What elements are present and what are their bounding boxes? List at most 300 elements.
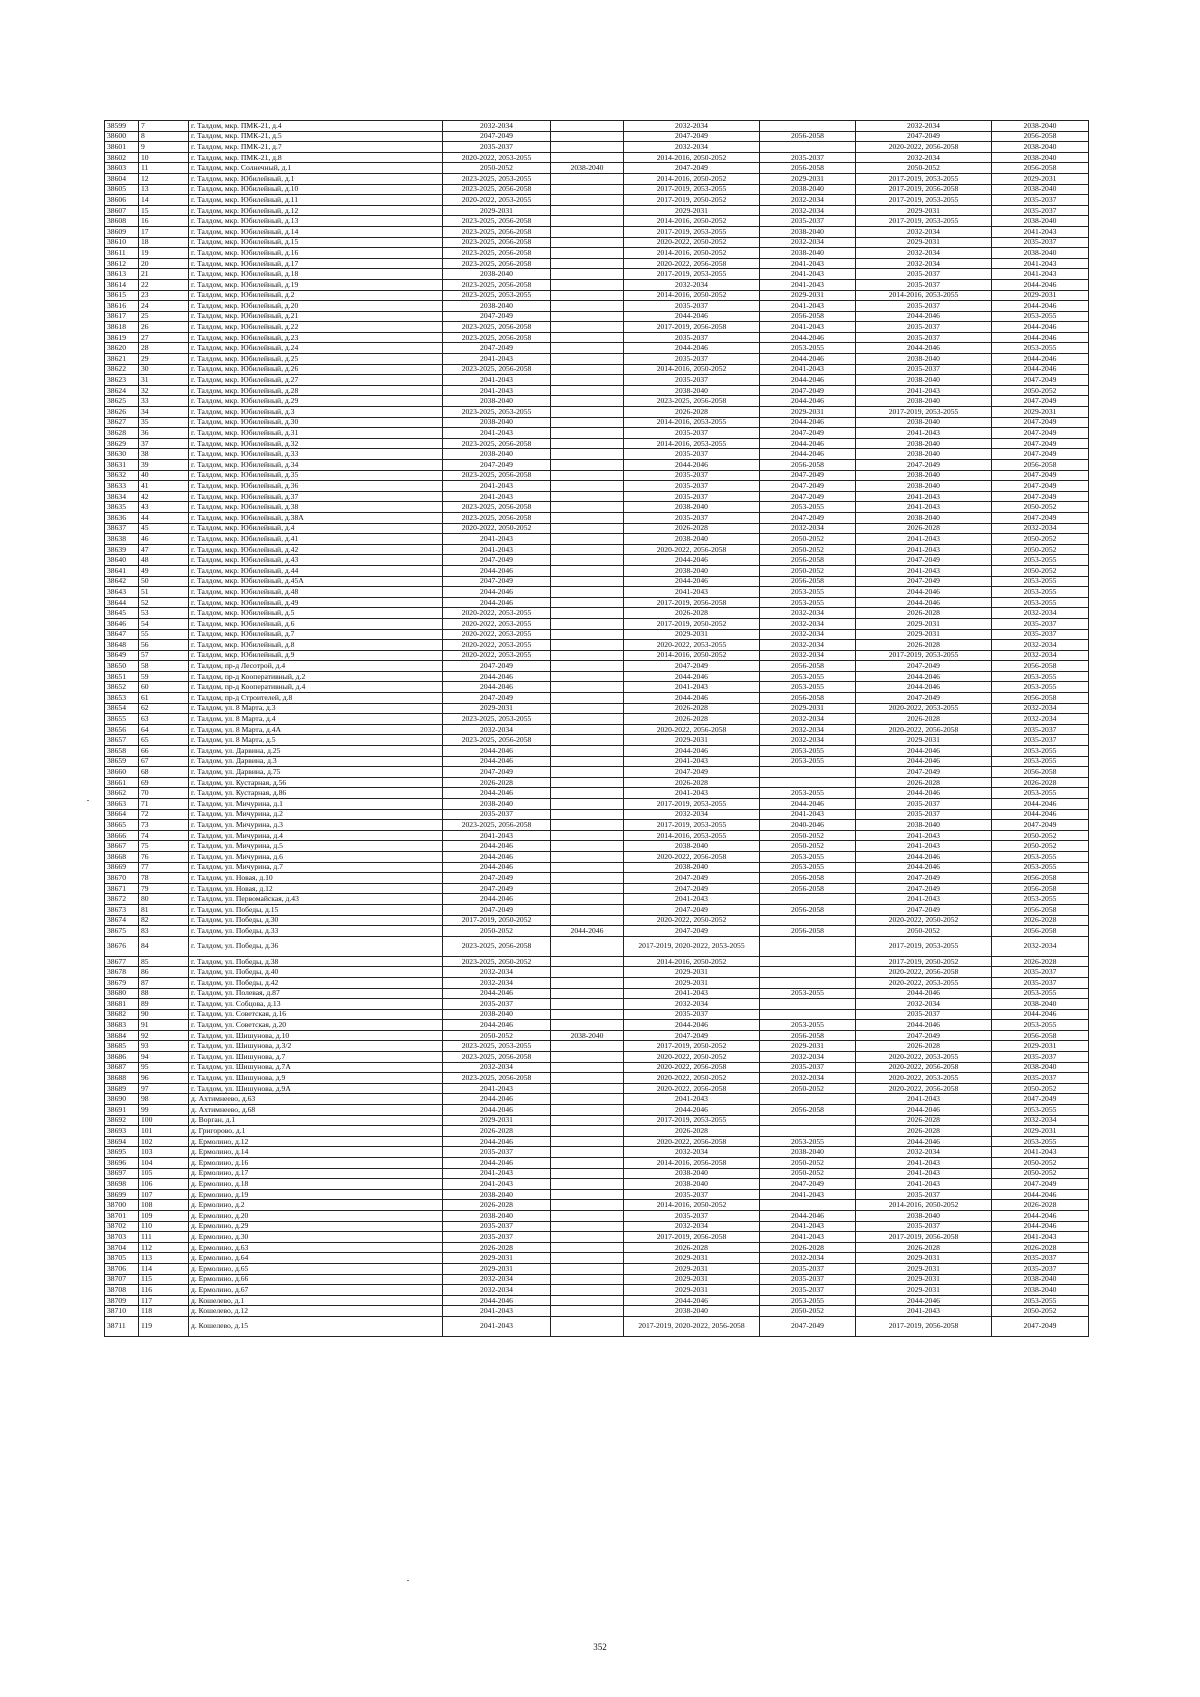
table-cell: 14 xyxy=(139,195,189,206)
table-cell: 2044-2046 xyxy=(760,396,856,407)
table-cell xyxy=(551,767,624,778)
table-cell: г. Талдом, мкр. Юбилейный, д.32 xyxy=(189,438,443,449)
table-cell: г. Талдом, ул. Мичурина, д.3 xyxy=(189,820,443,831)
table-cell: 2035-2037 xyxy=(856,269,992,280)
table-cell: 2056-2058 xyxy=(992,883,1089,894)
table-cell: 2032-2034 xyxy=(992,936,1089,956)
table-cell: 2044-2046 xyxy=(443,862,551,873)
table-cell: 38613 xyxy=(105,269,139,280)
table-cell: 2035-2037 xyxy=(856,332,992,343)
table-cell: 2014-2016, 2056-2058 xyxy=(624,1158,760,1169)
table-cell: г. Талдом, мкр. Юбилейный, д.18 xyxy=(189,269,443,280)
table-cell: г. Талдом, мкр. ПМК-21, д.4 xyxy=(189,121,443,132)
table-cell: 113 xyxy=(139,1253,189,1264)
table-cell: г. Талдом, ул. Победы, д.33 xyxy=(189,926,443,937)
table-cell: 2050-2052 xyxy=(992,1306,1089,1317)
table-cell: д. Ермолино, д.14 xyxy=(189,1147,443,1158)
table-cell: 2038-2040 xyxy=(992,121,1089,132)
table-cell: г. Талдом, мкр. Юбилейный, д.35 xyxy=(189,470,443,481)
table-cell: г. Талдом, пр-д Лесотрой, д.4 xyxy=(189,661,443,672)
table-cell: 2038-2040 xyxy=(992,248,1089,259)
table-cell: 2029-2031 xyxy=(624,1253,760,1264)
table-cell: 2047-2049 xyxy=(856,767,992,778)
table-cell: 2035-2037 xyxy=(624,1189,760,1200)
table-row xyxy=(105,438,1089,449)
table-row xyxy=(105,512,1089,523)
table-cell: 2047-2049 xyxy=(624,131,760,142)
table-cell: 2029-2031 xyxy=(856,1263,992,1274)
table-row xyxy=(105,544,1089,555)
table-cell: 38684 xyxy=(105,1030,139,1041)
table-cell: 2053-2055 xyxy=(760,682,856,693)
table-cell: 50 xyxy=(139,576,189,587)
table-cell: 2038-2040 xyxy=(992,1285,1089,1296)
table-cell: 40 xyxy=(139,470,189,481)
table-cell: 2038-2040 xyxy=(551,1030,624,1041)
table-cell: 2017-2019, 2053-2055 xyxy=(624,226,760,237)
table-cell: г. Талдом, ул. Шишунова, д.7 xyxy=(189,1052,443,1063)
table-cell: 2023-2025, 2056-2058 xyxy=(443,279,551,290)
table-row xyxy=(105,883,1089,894)
table-cell: 61 xyxy=(139,693,189,704)
table-cell: 2041-2043 xyxy=(443,481,551,492)
table-cell: 2023-2025, 2056-2058 xyxy=(443,364,551,375)
table-cell: 112 xyxy=(139,1242,189,1253)
table-cell: 2050-2052 xyxy=(992,1158,1089,1169)
table-cell: 38645 xyxy=(105,608,139,619)
table-cell: г. Талдом, мкр. Юбилейный, д.45А xyxy=(189,576,443,587)
table-cell: 2053-2055 xyxy=(992,1105,1089,1116)
table-cell: 2035-2037 xyxy=(856,301,992,312)
table-cell: 2041-2043 xyxy=(992,1147,1089,1158)
table-cell: 2047-2049 xyxy=(992,820,1089,831)
table-cell: 2044-2046 xyxy=(624,1020,760,1031)
table-cell: 38682 xyxy=(105,1009,139,1020)
table-row xyxy=(105,830,1089,841)
table-cell xyxy=(551,873,624,884)
table-cell: д. Ермолино, д.66 xyxy=(189,1274,443,1285)
table-cell: 2044-2046 xyxy=(856,788,992,799)
table-cell: 80 xyxy=(139,894,189,905)
table-cell xyxy=(551,311,624,322)
table-cell: 2026-2028 xyxy=(992,915,1089,926)
table-row xyxy=(105,1136,1089,1147)
table-cell: 75 xyxy=(139,841,189,852)
table-row xyxy=(105,269,1089,280)
table-cell: 38616 xyxy=(105,301,139,312)
table-cell xyxy=(551,1136,624,1147)
table-cell: 2020-2022, 2050-2052 xyxy=(624,915,760,926)
table-cell: 2047-2049 xyxy=(760,470,856,481)
table-cell: 2035-2037 xyxy=(992,195,1089,206)
table-cell: 2029-2031 xyxy=(856,1253,992,1264)
table-row xyxy=(105,915,1089,926)
table-cell: г. Талдом, ул. Шишунова, д.9А xyxy=(189,1083,443,1094)
table-cell: 2032-2034 xyxy=(443,724,551,735)
table-cell: 2029-2031 xyxy=(624,1274,760,1285)
table-cell: 2044-2046 xyxy=(443,988,551,999)
table-row xyxy=(105,1179,1089,1190)
table-cell xyxy=(551,841,624,852)
table-cell: д. Ермолино, д.17 xyxy=(189,1168,443,1179)
table-cell: 2023-2025, 2056-2058 xyxy=(443,332,551,343)
table-cell: 2053-2055 xyxy=(760,1295,856,1306)
table-cell: 2056-2058 xyxy=(992,873,1089,884)
table-cell xyxy=(551,1200,624,1211)
table-cell: 2038-2040 xyxy=(992,184,1089,195)
table-cell: 2044-2046 xyxy=(443,851,551,862)
table-cell: 2041-2043 xyxy=(624,756,760,767)
table-cell xyxy=(551,977,624,988)
table-cell: 2041-2043 xyxy=(856,534,992,545)
table-cell: 2032-2034 xyxy=(760,1073,856,1084)
table-cell: 2032-2034 xyxy=(992,1115,1089,1126)
table-cell: 2017-2019, 2050-2052 xyxy=(856,956,992,967)
table-cell: 2053-2055 xyxy=(992,1020,1089,1031)
table-cell: 38629 xyxy=(105,438,139,449)
table-cell: 2044-2046 xyxy=(992,1189,1089,1200)
table-cell: 2014-2016, 2050-2052 xyxy=(624,956,760,967)
table-row xyxy=(105,142,1089,153)
table-cell: 2044-2046 xyxy=(992,354,1089,365)
table-cell xyxy=(760,977,856,988)
table-cell: 2035-2037 xyxy=(856,322,992,333)
table-cell: 2053-2055 xyxy=(992,862,1089,873)
table-cell: г. Талдом, ул. Мичурина, д.4 xyxy=(189,830,443,841)
table-row xyxy=(105,788,1089,799)
table-row xyxy=(105,703,1089,714)
table-cell: 2035-2037 xyxy=(624,332,760,343)
table-cell: 42 xyxy=(139,491,189,502)
table-cell: 2017-2019, 2053-2055 xyxy=(624,1115,760,1126)
table-cell: 2038-2040 xyxy=(856,481,992,492)
table-cell: 2020-2022, 2053-2055 xyxy=(443,640,551,651)
table-cell: 2014-2016, 2050-2052 xyxy=(624,650,760,661)
table-cell xyxy=(551,491,624,502)
table-cell: 38634 xyxy=(105,491,139,502)
table-cell xyxy=(551,956,624,967)
table-row xyxy=(105,565,1089,576)
table-cell: 38637 xyxy=(105,523,139,534)
table-cell: 2047-2049 xyxy=(443,693,551,704)
table-row xyxy=(105,777,1089,788)
table-cell: д. Ермолино, д.64 xyxy=(189,1253,443,1264)
table-cell xyxy=(760,894,856,905)
table-row xyxy=(105,1242,1089,1253)
table-cell: 2020-2022, 2056-2058 xyxy=(856,724,992,735)
table-cell xyxy=(551,1232,624,1243)
table-cell: 38698 xyxy=(105,1179,139,1190)
table-cell: 43 xyxy=(139,502,189,513)
table-cell: 38657 xyxy=(105,735,139,746)
table-cell: г. Талдом, мкр. Юбилейный, д.4 xyxy=(189,523,443,534)
table-cell: 2026-2028 xyxy=(443,1242,551,1253)
table-cell: 38704 xyxy=(105,1242,139,1253)
table-cell: 2044-2046 xyxy=(624,343,760,354)
table-cell: 38707 xyxy=(105,1274,139,1285)
table-cell: 38628 xyxy=(105,428,139,439)
table-cell xyxy=(551,936,624,956)
table-cell: 2050-2052 xyxy=(760,565,856,576)
table-cell: 2026-2028 xyxy=(856,1242,992,1253)
table-cell: 2017-2019, 2056-2058 xyxy=(856,1232,992,1243)
table-cell: 2044-2046 xyxy=(992,332,1089,343)
table-cell: 2041-2043 xyxy=(760,1189,856,1200)
table-cell: 2047-2049 xyxy=(760,1179,856,1190)
table-cell: г. Талдом, мкр. Юбилейный, д.14 xyxy=(189,226,443,237)
table-cell: 2020-2022, 2050-2052 xyxy=(624,1073,760,1084)
table-cell: 2044-2046 xyxy=(443,587,551,598)
table-cell: 2023-2025, 2053-2055 xyxy=(443,290,551,301)
table-cell: 2020-2022, 2056-2058 xyxy=(624,258,760,269)
table-cell: 2026-2028 xyxy=(992,956,1089,967)
table-cell: 2050-2052 xyxy=(760,830,856,841)
table-cell xyxy=(551,703,624,714)
table-cell: г. Талдом, мкр. Юбилейный, д.10 xyxy=(189,184,443,195)
table-cell: 2041-2043 xyxy=(760,1232,856,1243)
table-cell: 2056-2058 xyxy=(760,1105,856,1116)
table-row xyxy=(105,1094,1089,1105)
table-cell xyxy=(551,883,624,894)
table-cell: 2023-2025, 2056-2058 xyxy=(443,184,551,195)
table-cell: 2047-2049 xyxy=(856,904,992,915)
table-cell: 2047-2049 xyxy=(992,449,1089,460)
table-cell: г. Талдом, мкр. Юбилейный, д.22 xyxy=(189,322,443,333)
table-row xyxy=(105,470,1089,481)
table-cell: г. Талдом, ул. Собцова, д.13 xyxy=(189,999,443,1010)
table-cell: 2032-2034 xyxy=(856,258,992,269)
table-cell: 38639 xyxy=(105,544,139,555)
table-cell: 2026-2028 xyxy=(624,523,760,534)
table-cell: 2041-2043 xyxy=(624,788,760,799)
table-row xyxy=(105,343,1089,354)
table-row xyxy=(105,237,1089,248)
table-cell: г. Талдом, мкр. Юбилейный, д.21 xyxy=(189,311,443,322)
table-cell: 49 xyxy=(139,565,189,576)
table-cell: 2014-2016, 2050-2052 xyxy=(624,216,760,227)
table-row xyxy=(105,1168,1089,1179)
table-cell: 31 xyxy=(139,375,189,386)
table-cell xyxy=(551,184,624,195)
table-cell: 56 xyxy=(139,640,189,651)
table-cell: 2032-2034 xyxy=(992,523,1089,534)
table-cell: 38608 xyxy=(105,216,139,227)
table-cell: 38668 xyxy=(105,851,139,862)
table-cell: 2050-2052 xyxy=(992,565,1089,576)
table-cell: 52 xyxy=(139,597,189,608)
table-cell: 2040-2046 xyxy=(760,820,856,831)
table-cell: 2041-2043 xyxy=(856,565,992,576)
table-cell: 38640 xyxy=(105,555,139,566)
table-cell: 2044-2046 xyxy=(443,746,551,757)
table-cell xyxy=(551,576,624,587)
table-cell: 2053-2055 xyxy=(760,587,856,598)
table-cell: 2017-2019, 2053-2055 xyxy=(624,269,760,280)
table-cell: г. Талдом, ул. Новая, д.12 xyxy=(189,883,443,894)
table-cell: 15 xyxy=(139,205,189,216)
scan-speck xyxy=(87,800,89,801)
table-cell: 2026-2028 xyxy=(443,777,551,788)
table-cell xyxy=(551,608,624,619)
table-cell: 2041-2043 xyxy=(760,258,856,269)
table-cell: 2032-2034 xyxy=(624,142,760,153)
table-cell xyxy=(551,1253,624,1264)
table-cell: 2026-2028 xyxy=(856,608,992,619)
table-cell: 2038-2040 xyxy=(624,1179,760,1190)
table-cell: 102 xyxy=(139,1136,189,1147)
table-cell xyxy=(551,1274,624,1285)
table-cell: г. Талдом, мкр. Юбилейный, д.9 xyxy=(189,650,443,661)
table-cell: 2035-2037 xyxy=(624,512,760,523)
table-cell xyxy=(551,449,624,460)
table-cell xyxy=(551,354,624,365)
table-cell: д. Ворган, д.1 xyxy=(189,1115,443,1126)
table-cell: 2050-2052 xyxy=(992,544,1089,555)
table-cell: 2053-2055 xyxy=(760,756,856,767)
table-cell: 73 xyxy=(139,820,189,831)
table-cell: 2020-2022, 2050-2052 xyxy=(624,1052,760,1063)
table-cell: 38690 xyxy=(105,1094,139,1105)
table-cell xyxy=(551,1041,624,1052)
table-cell xyxy=(551,555,624,566)
table-cell: 2047-2049 xyxy=(443,460,551,471)
table-cell: 2029-2031 xyxy=(443,1263,551,1274)
table-cell: 2038-2040 xyxy=(624,862,760,873)
table-cell: 2014-2016, 2050-2052 xyxy=(624,173,760,184)
table-cell: 2041-2043 xyxy=(443,534,551,545)
table-cell: 18 xyxy=(139,237,189,248)
table-cell: 2038-2040 xyxy=(443,301,551,312)
table-cell: 2041-2043 xyxy=(443,830,551,841)
table-cell: 35 xyxy=(139,417,189,428)
table-cell: 84 xyxy=(139,936,189,956)
table-cell xyxy=(551,512,624,523)
table-cell xyxy=(551,1126,624,1137)
table-cell: г. Талдом, ул. Дарвина, д.3 xyxy=(189,756,443,767)
table-cell: г. Талдом, ул. Победы, д.30 xyxy=(189,915,443,926)
table-cell: 2044-2046 xyxy=(624,311,760,322)
table-cell: 2044-2046 xyxy=(856,311,992,322)
table-cell: 38661 xyxy=(105,777,139,788)
table-cell: г. Талдом, ул. Шишунова, д.3/2 xyxy=(189,1041,443,1052)
table-cell: 2044-2046 xyxy=(443,1105,551,1116)
table-row xyxy=(105,671,1089,682)
table-row xyxy=(105,491,1089,502)
table-cell: 2041-2043 xyxy=(443,375,551,386)
table-cell: 2056-2058 xyxy=(760,311,856,322)
table-cell: 38602 xyxy=(105,152,139,163)
table-cell: 53 xyxy=(139,608,189,619)
table-row xyxy=(105,364,1089,375)
table-cell: 2023-2025, 2056-2058 xyxy=(443,1073,551,1084)
table-cell: г. Талдом, мкр. Солнечный, д.1 xyxy=(189,163,443,174)
table-row xyxy=(105,407,1089,418)
table-cell: 2023-2025, 2053-2055 xyxy=(443,173,551,184)
table-cell: 2056-2058 xyxy=(992,1030,1089,1041)
table-cell: 2041-2043 xyxy=(856,1179,992,1190)
table-cell: 2050-2052 xyxy=(992,385,1089,396)
table-cell: 2056-2058 xyxy=(992,904,1089,915)
table-cell: 38648 xyxy=(105,640,139,651)
table-cell: 2035-2037 xyxy=(992,977,1089,988)
table-cell: 2014-2016, 2050-2052 xyxy=(624,1200,760,1211)
table-cell: 2056-2058 xyxy=(760,555,856,566)
table-cell: 104 xyxy=(139,1158,189,1169)
table-cell: 38630 xyxy=(105,449,139,460)
table-cell: 2020-2022, 2053-2055 xyxy=(443,195,551,206)
table-cell xyxy=(760,1009,856,1020)
table-cell: 2038-2040 xyxy=(443,449,551,460)
table-cell: 2047-2049 xyxy=(443,767,551,778)
table-cell: 2053-2055 xyxy=(992,311,1089,322)
table-cell: 2050-2052 xyxy=(992,1168,1089,1179)
table-cell: г. Талдом, мкр. Юбилейный, д.26 xyxy=(189,364,443,375)
table-cell: 2035-2037 xyxy=(856,809,992,820)
table-cell: 38664 xyxy=(105,809,139,820)
table-cell: 2032-2034 xyxy=(760,650,856,661)
table-cell: 38 xyxy=(139,449,189,460)
table-cell: 38705 xyxy=(105,1253,139,1264)
table-cell: 38599 xyxy=(105,121,139,132)
table-cell: 2023-2025, 2056-2058 xyxy=(443,237,551,248)
table-cell: 38652 xyxy=(105,682,139,693)
table-cell: 17 xyxy=(139,226,189,237)
table-cell: 2017-2019, 2053-2055 xyxy=(856,216,992,227)
table-row xyxy=(105,523,1089,534)
table-cell: 2038-2040 xyxy=(624,565,760,576)
table-cell: 2056-2058 xyxy=(992,661,1089,672)
table-cell: 95 xyxy=(139,1062,189,1073)
table-row xyxy=(105,1306,1089,1317)
table-cell xyxy=(551,534,624,545)
table-cell: 2035-2037 xyxy=(760,1285,856,1296)
table-cell: 38621 xyxy=(105,354,139,365)
table-cell: 2047-2049 xyxy=(443,555,551,566)
table-cell: 2035-2037 xyxy=(624,470,760,481)
table-cell: 38600 xyxy=(105,131,139,142)
table-cell: 2041-2043 xyxy=(624,587,760,598)
table-cell: 2029-2031 xyxy=(760,703,856,714)
table-cell: 2047-2049 xyxy=(992,375,1089,386)
table-cell: 2056-2058 xyxy=(760,131,856,142)
table-cell: г. Талдом, ул. Советская, д.20 xyxy=(189,1020,443,1031)
table-cell: 2029-2031 xyxy=(856,1285,992,1296)
table-cell: 101 xyxy=(139,1126,189,1137)
table-cell xyxy=(551,343,624,354)
table-cell: 2032-2034 xyxy=(624,999,760,1010)
table-row xyxy=(105,693,1089,704)
table-row xyxy=(105,248,1089,259)
table-cell: 38673 xyxy=(105,904,139,915)
table-cell: г. Талдом, мкр. Юбилейный, д.3 xyxy=(189,407,443,418)
table-cell: 2035-2037 xyxy=(760,152,856,163)
table-cell: 2017-2019, 2050-2052 xyxy=(624,618,760,629)
table-cell xyxy=(551,1285,624,1296)
table-cell: 38610 xyxy=(105,237,139,248)
table-cell xyxy=(551,661,624,672)
table-cell: 2044-2046 xyxy=(760,332,856,343)
table-cell: 2029-2031 xyxy=(856,205,992,216)
table-cell: 38635 xyxy=(105,502,139,513)
table-cell: 38654 xyxy=(105,703,139,714)
table-cell: г. Талдом, мкр. ПМК-21, д.7 xyxy=(189,142,443,153)
table-cell: 2032-2034 xyxy=(443,1274,551,1285)
table-cell: 2053-2055 xyxy=(760,788,856,799)
table-cell: 2032-2034 xyxy=(760,735,856,746)
table-cell: 2038-2040 xyxy=(760,248,856,259)
table-cell: 38604 xyxy=(105,173,139,184)
table-cell: 2038-2040 xyxy=(992,152,1089,163)
